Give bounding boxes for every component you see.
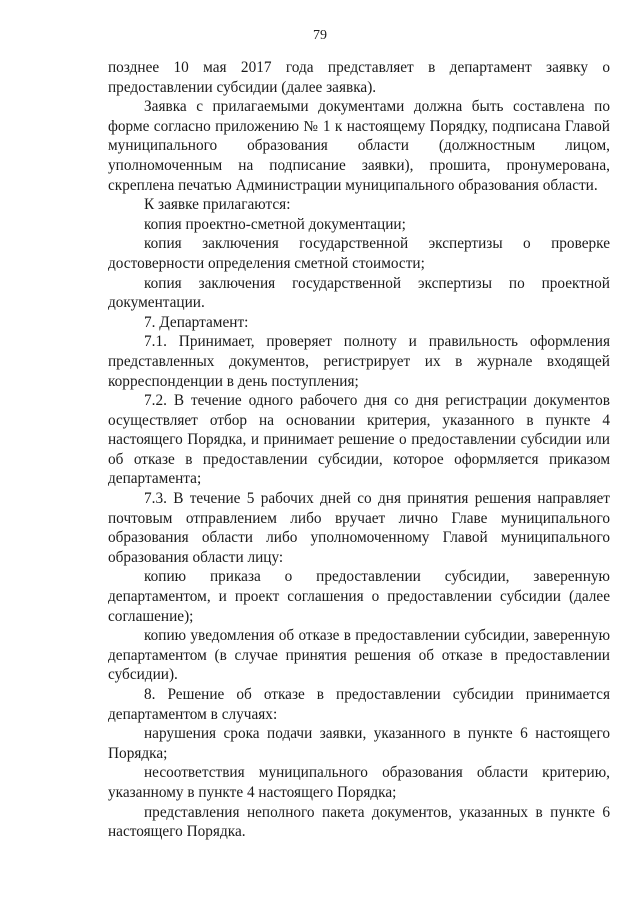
body-text <box>108 58 610 842</box>
list-item-criterion-mismatch: несоответствия муниципального образования области критерию, указанному в пункте 4 настоящего Порядка; <box>108 764 610 801</box>
paragraph-submission-deadline: позднее 10 мая 2017 года представляет в департамент заявку о предоставлении субсидии (далее заявка). <box>108 59 610 96</box>
paragraph-application-form: Заявка с прилагаемыми документами должна быть составлена по форме согласно приложению № 1 к настоящему Порядку, подписана Главой муниципального образования области (должностным лицом, уполномоченным на подписание заявки), прошита, пронумерована, скреплена печатью Администрации муниципального образования области. <box>108 98 610 194</box>
list-item-design-expertise-copy: копия заключения государственной экспертизы по проектной документации. <box>108 274 610 312</box>
list-item-refusal-notice-copy: копию уведомления об отказе в предоставлении субсидии, заверенную департаментом (в случае принятия решения об отказе в предоставлении субсидии). <box>108 627 610 684</box>
clause-7-3: 7.3. В течение 5 рабочих дней со дня принятия решения направляет почтовым отправлением либо вручает лично Главе муниципального образования области либо уполномоченному Главой муниципального образования области лицу: <box>108 490 610 566</box>
list-item-design-estimate-copy: копия проектно-сметной документации; <box>144 215 406 233</box>
clause-7-1: 7.1. Принимает, проверяет полноту и правильность оформления представленных документов, регистрирует их в журнале входящей корреспонденции в день поступления; <box>108 333 610 390</box>
list-item-cost-expertise-copy: копия заключения государственной экспертизы о проверке достоверности определения сметной стоимости; <box>108 235 610 272</box>
section-heading-7: 7. Департамент: <box>144 313 249 331</box>
paragraph-attachments-intro: К заявке прилагаются: <box>144 196 291 214</box>
list-item-deadline-violation: нарушения срока подачи заявки, указанного в пункте 6 настоящего Порядка; <box>108 725 610 762</box>
page-number: 79 <box>313 28 327 43</box>
clause-7-2: 7.2. В течение одного рабочего дня со дня регистрации документов осуществляет отбор на основании критерия, указанного в пункте 4 настоящего Порядка, и принимает решение о предоставлении субсидии или об отказе в предоставлении субсидии, которое оформляется приказом департамента; <box>108 392 610 488</box>
list-item-incomplete-package: представления неполного пакета документов, указанных в пункте 6 настоящего Порядка. <box>108 803 610 841</box>
list-item-order-copy: копию приказа о предоставлении субсидии, заверенную департаментом, и проект соглашения о предоставлении субсидии (далее соглашение); <box>108 568 610 625</box>
section-heading-8: 8. Решение об отказе в предоставлении субсидии принимается департаментом в случаях: <box>108 686 610 723</box>
